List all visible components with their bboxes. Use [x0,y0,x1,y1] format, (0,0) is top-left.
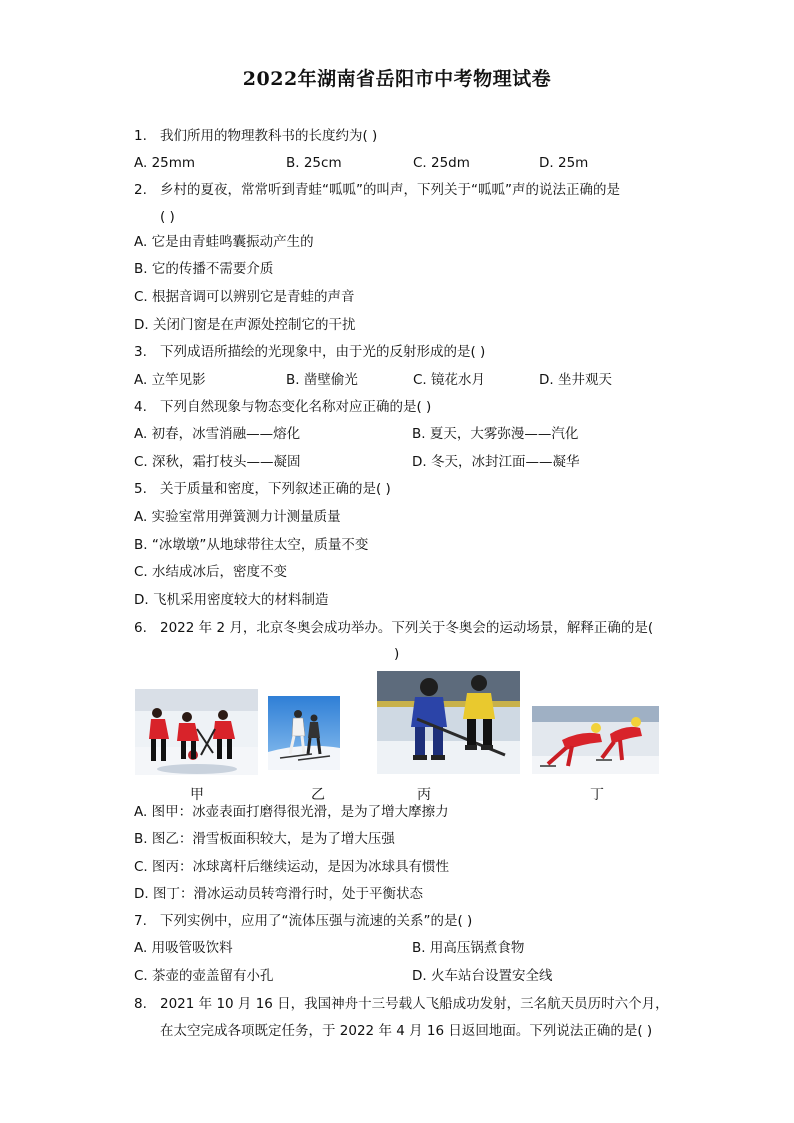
question-4 [134,398,431,416]
figure-speed-skating-image [532,706,659,774]
q3-option-b: B. 凿壁偷光 [286,372,358,388]
question-2-stem-cont: ( ) [160,209,175,225]
figure-caption-yi: 乙 [311,787,325,803]
question-2 [134,181,620,199]
q7-option-d: D. 火车站台设置安全线 [412,968,553,984]
q5-option-b: B. “冰墩墩”从地球带往太空，质量不变 [134,537,369,553]
q1-option-c: C. 25dm [413,155,470,171]
question-5 [134,480,391,498]
q5-option-a: A. 实验室常用弹簧测力计测量质量 [134,509,341,525]
question-number: 8. [134,996,147,1012]
q3-option-a: A. 立竿见影 [134,372,206,388]
figure-hockey-image [377,671,520,774]
question-number: 2. [134,182,147,198]
figure-caption-ding: 丁 [590,787,604,803]
question-number: 4. [134,399,147,415]
q1-option-d: D. 25m [539,155,589,171]
q4-option-a: A. 初春，冰雪消融——熔化 [134,426,301,442]
question-8 [134,995,669,1013]
q7-option-c: C. 茶壶的壶盖留有小孔 [134,968,274,984]
q2-option-a: A. 它是由青蛙鸣囊振动产生的 [134,234,314,250]
figure-skiing-image [268,696,340,770]
question-number: 1. [134,128,147,144]
q3-option-d: D. 坐井观天 [539,372,612,388]
q4-option-c: C. 深秋，霜打枝头——凝固 [134,454,301,470]
question-stem: 我们所用的物理教科书的长度约为( ) [160,128,378,144]
question-6-stem-cont: ) [394,646,400,662]
question-7 [134,912,472,930]
question-stem: 2021 年 10 月 16 日，我国神舟十三号载人飞船成功发射，三名航天员历时六个月， [160,996,669,1012]
question-6 [134,619,653,637]
figure-curling-image [135,689,258,775]
question-stem: 下列自然现象与物态变化名称对应正确的是( ) [160,399,432,415]
question-number: 5. [134,481,147,497]
question-stem: 乡村的夏夜，常常听到青蛙“呱呱”的叫声，下列关于“呱呱”声的说法正确的是 [160,182,620,198]
q7-option-b: B. 用高压锅煮食物 [412,940,525,956]
question-stem: 下列实例中，应用了“流体压强与流速的关系”的是( ) [160,913,473,929]
figure-caption-bing: 丙 [417,787,431,803]
q2-option-b: B. 它的传播不需要介质 [134,261,274,277]
question-number: 3. [134,344,147,360]
q1-option-b: B. 25cm [286,155,342,171]
question-1 [134,127,377,145]
q2-option-d: D. 关闭门窗是在声源处控制它的干扰 [134,317,356,333]
q1-option-a: A. 25mm [134,155,196,171]
question-number: 7. [134,913,147,929]
q5-option-c: C. 水结成冰后，密度不变 [134,564,288,580]
q6-option-c: C. 图丙：冰球离杆后继续运动，是因为冰球具有惯性 [134,859,450,875]
q5-option-d: D. 飞机采用密度较大的材料制造 [134,592,329,608]
q6-option-d: D. 图丁：滑冰运动员转弯滑行时，处于平衡状态 [134,886,423,902]
question-number: 6. [134,620,147,636]
q6-option-a: A. 图甲：冰壶表面打磨得很光滑，是为了增大摩擦力 [134,804,449,820]
question-stem: 下列成语所描绘的光现象中，由于光的反射形成的是( ) [160,344,486,360]
q3-option-c: C. 镜花水月 [413,372,486,388]
question-8-stem-cont: 在太空完成各项既定任务，于 2022 年 4 月 16 日返回地面。下列说法正确的是( ) [160,1023,653,1039]
question-stem: 2022 年 2 月，北京冬奥会成功举办。下列关于冬奥会的运动场景，解释正确的是( [160,620,654,636]
figure-caption-jia: 甲 [190,787,204,803]
q2-option-c: C. 根据音调可以辨别它是青蛙的声音 [134,289,355,305]
q7-option-a: A. 用吸管吸饮料 [134,940,233,956]
q4-option-d: D. 冬天，冰封江面——凝华 [412,454,580,470]
question-3 [134,343,485,361]
page-title: 2022年湖南省岳阳市中考物理试卷 [242,68,552,90]
question-stem: 关于质量和密度，下列叙述正确的是( ) [160,481,391,497]
q4-option-b: B. 夏天，大雾弥漫——汽化 [412,426,579,442]
q6-option-b: B. 图乙：滑雪板面积较大，是为了增大压强 [134,831,395,847]
